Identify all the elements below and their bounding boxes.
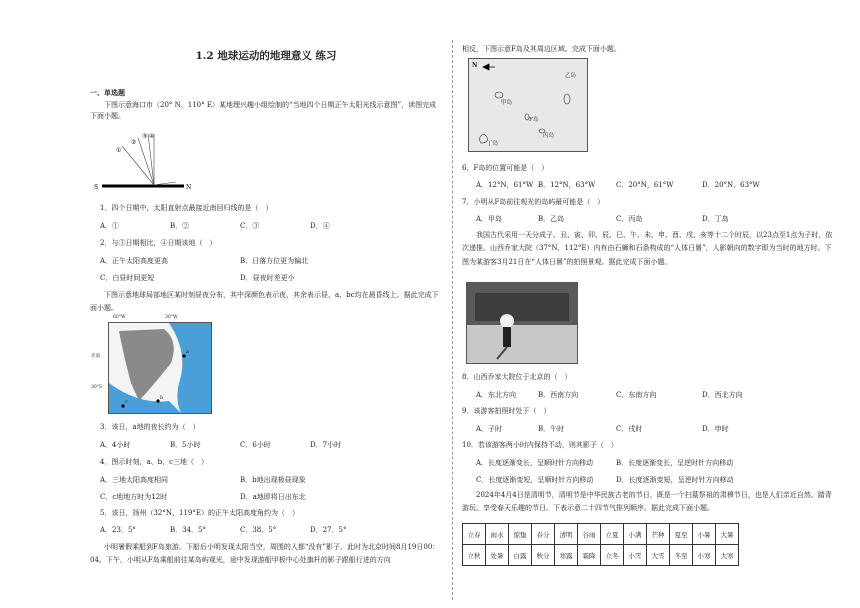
option-b[interactable]: B．长度逐渐变长，呈逆时针方向移动 xyxy=(616,459,734,467)
option-a[interactable]: A．三地太阳高度相同 xyxy=(100,476,169,484)
question-stem: 8．山西乔家大院位于北京的（ ） xyxy=(462,373,572,381)
option-a[interactable]: A．甲岛 xyxy=(476,215,503,223)
option-d[interactable]: D．④ xyxy=(310,222,330,230)
option-c[interactable]: C．c地地方时为12时 xyxy=(100,493,168,501)
table-cell: 夏至 xyxy=(670,524,693,545)
ray-label: ① xyxy=(116,147,122,154)
option-c[interactable]: C．东南方向 xyxy=(616,391,657,399)
table-cell: 小雪 xyxy=(624,545,647,566)
question-stem: 7．小明从F岛前往观光的岛屿最可能是（ ） xyxy=(462,198,605,206)
option-a[interactable]: A．东北方向 xyxy=(476,391,517,399)
option-a[interactable]: A．① xyxy=(100,222,120,230)
table-cell: 小暑 xyxy=(693,524,716,545)
point-label: b xyxy=(160,395,164,401)
option-d[interactable]: D．西北方向 xyxy=(702,391,743,399)
island-label: F岛 xyxy=(529,117,539,123)
table-cell: 处暑 xyxy=(486,545,509,566)
option-d[interactable]: D．丁岛 xyxy=(702,215,729,223)
table-cell: 大暑 xyxy=(716,524,739,545)
table-row xyxy=(463,545,739,566)
question-stem: 5．该日，扬州（32°N，119°E）的正午太阳高度角约为（ ） xyxy=(100,509,299,517)
question-stem: 2．与③日期相比，④日期该地（ ） xyxy=(100,239,217,247)
option-a[interactable]: A．4小时 xyxy=(100,441,131,449)
option-c[interactable]: C．戌时 xyxy=(616,425,643,433)
table-cell: 冬至 xyxy=(670,545,693,566)
option-b[interactable]: B．午时 xyxy=(538,425,565,433)
question-intro-continued: 相反，下图示意F岛及其周边区域。完成下面小题。 xyxy=(462,45,621,53)
lat-label: 赤道 xyxy=(91,354,100,359)
ray-label: ③ xyxy=(142,133,148,140)
question-intro: 下图示意海口市（20° N，110° E）某地理兴趣小组绘制的“当地四个日期正午太阳光线示意图”，读图完成下面小题。 xyxy=(90,101,437,120)
table-cell: 霜降 xyxy=(578,545,601,566)
north-label: N xyxy=(186,184,192,191)
table-cell: 立冬 xyxy=(601,545,624,566)
table-cell: 雨水 xyxy=(486,524,509,545)
question-stem: 9．该游客拍照时处于（ ） xyxy=(462,407,551,415)
question-stem: 6．F岛的位置可能是（ ） xyxy=(462,164,549,172)
table-cell: 大寒 xyxy=(716,545,739,566)
option-b[interactable]: B．34．5° xyxy=(170,526,207,534)
option-d[interactable]: D．a地即将日出东北 xyxy=(240,493,306,501)
table-cell: 白露 xyxy=(509,545,532,566)
question-intro: 我国古代采用一天分成子、丑、寅、卯、辰、巳、午、未、申、酉、戌、亥等十二个时辰，以23点至1点为子时，依次递推。山西乔家大院（37°N，112°E）内有由石狮和石条构成的“人体日晷”，人影朝向的数字即为当时的地方时。下图为某游客3月21日在“人体日晷”的拍照景观。据此完成下面小题。 xyxy=(462,231,833,266)
question-stem: 4．图示时刻，a、b、c三地（ ） xyxy=(100,458,209,466)
option-b[interactable]: B．12°N，63°W xyxy=(538,181,596,189)
option-b[interactable]: B．② xyxy=(170,222,190,230)
option-c[interactable]: C．白昼时间更短 xyxy=(100,274,155,282)
north-label: N xyxy=(472,62,478,69)
island-label: 乙岛 xyxy=(565,73,577,79)
lon-label: 60°W xyxy=(113,315,126,320)
table-cell: 立秋 xyxy=(463,545,486,566)
table-cell: 大雪 xyxy=(647,545,670,566)
question-stem: 3．该日，a地的夜长约为（ ） xyxy=(100,423,200,431)
question-intro: 下图示意地球局部地区某时刻昼夜分布，其中深颜色表示夜，其余表示昼，a、bc均在晨昏线上。据此完成下面小题。 xyxy=(90,291,439,313)
table-cell: 芒种 xyxy=(647,524,670,545)
point-label: a xyxy=(186,349,189,355)
column-divider xyxy=(452,40,453,600)
island-map xyxy=(468,58,588,152)
table-cell: 秋分 xyxy=(532,545,555,566)
ray-label: ② xyxy=(131,139,137,146)
section-heading: 一、单选题 xyxy=(90,88,125,97)
island-label: 丁岛 xyxy=(487,141,499,147)
ray-label: ④ xyxy=(149,133,155,140)
question-intro: 小明暑假乘船到F岛旅游，下船后小明发现太阳当空，周围的人都“没有”影子，此时为北京时间8月19日00：04。下午，小明从F岛乘船前往某岛屿观光，途中发现游船甲板中心处旗杆的影子跟船行进的方向 xyxy=(90,543,440,565)
table-cell: 谷雨 xyxy=(578,524,601,545)
page-title: 1.2 地球运动的地理意义 练习 xyxy=(195,50,337,62)
solar-terms-table xyxy=(462,523,739,566)
option-d[interactable]: D．20°N，63°W xyxy=(702,181,760,189)
option-c[interactable]: C．丙岛 xyxy=(616,215,643,223)
sundial-photo xyxy=(466,282,578,364)
sun-ray-figure xyxy=(92,130,192,194)
option-c[interactable]: C．长度逐渐变短，呈顺时针方向移动 xyxy=(476,476,594,484)
option-c[interactable]: C．6小时 xyxy=(240,441,271,449)
south-label: S xyxy=(94,184,99,191)
table-cell: 小寒 xyxy=(693,545,716,566)
option-a[interactable]: A．长度逐渐变长，呈顺时针方向移动 xyxy=(476,459,594,467)
option-a[interactable]: A．子时 xyxy=(476,425,503,433)
option-d[interactable]: D．长度逐渐变短，呈逆时针方向移动 xyxy=(616,476,734,484)
table-cell: 惊蛰 xyxy=(509,524,532,545)
option-a[interactable]: A．23．5° xyxy=(100,526,136,534)
option-b[interactable]: B．5小时 xyxy=(170,441,201,449)
option-c[interactable]: C．38．5° xyxy=(240,526,277,534)
island-label: 甲岛 xyxy=(501,100,513,106)
option-d[interactable]: D．7小时 xyxy=(310,441,342,449)
option-c[interactable]: C．③ xyxy=(240,222,260,230)
question-stem: 1．四个日期中，太阳直射点最接近南回归线的是（ ） xyxy=(100,204,273,212)
option-a[interactable]: A．正午太阳高度更高 xyxy=(100,257,169,265)
option-b[interactable]: B．西南方向 xyxy=(538,391,579,399)
table-cell: 春分 xyxy=(532,524,555,545)
option-d[interactable]: D．昼夜时差更小 xyxy=(240,274,295,282)
question-stem: 10．若该游客两小时内保持不动，则其影子（ ） xyxy=(462,441,618,449)
question-intro: 2024年4月4日是清明节，清明节是中华民族古老的节日，既是一个扫墓祭祖的肃穆节日，也是人们亲近自然、踏青游玩、享受春天乐趣的节日。下表示意二十四节气排列顺序。据此完成下面小题。 xyxy=(462,491,832,513)
option-b[interactable]: B．乙岛 xyxy=(538,215,565,223)
point-label: c xyxy=(125,399,128,405)
table-cell: 寒露 xyxy=(555,545,578,566)
option-a[interactable]: A．12°N，61°W xyxy=(476,181,534,189)
lon-label: 30°W xyxy=(165,315,178,320)
option-d[interactable]: D．27．5° xyxy=(310,526,347,534)
table-cell: 立夏 xyxy=(601,524,624,545)
option-b[interactable]: B．b地出现极昼现象 xyxy=(240,476,306,484)
table-cell: 小满 xyxy=(624,524,647,545)
option-c[interactable]: C．20°N，61°W xyxy=(616,181,674,189)
table-cell: 清明 xyxy=(555,524,578,545)
option-d[interactable]: D．申时 xyxy=(702,425,729,433)
option-b[interactable]: B．日落方位更为偏北 xyxy=(240,257,309,265)
table-row xyxy=(463,524,739,545)
table-cell: 立春 xyxy=(463,524,486,545)
lat-label: 30°S xyxy=(91,385,103,390)
island-label: 丙岛 xyxy=(543,133,555,139)
day-night-map xyxy=(91,315,212,414)
